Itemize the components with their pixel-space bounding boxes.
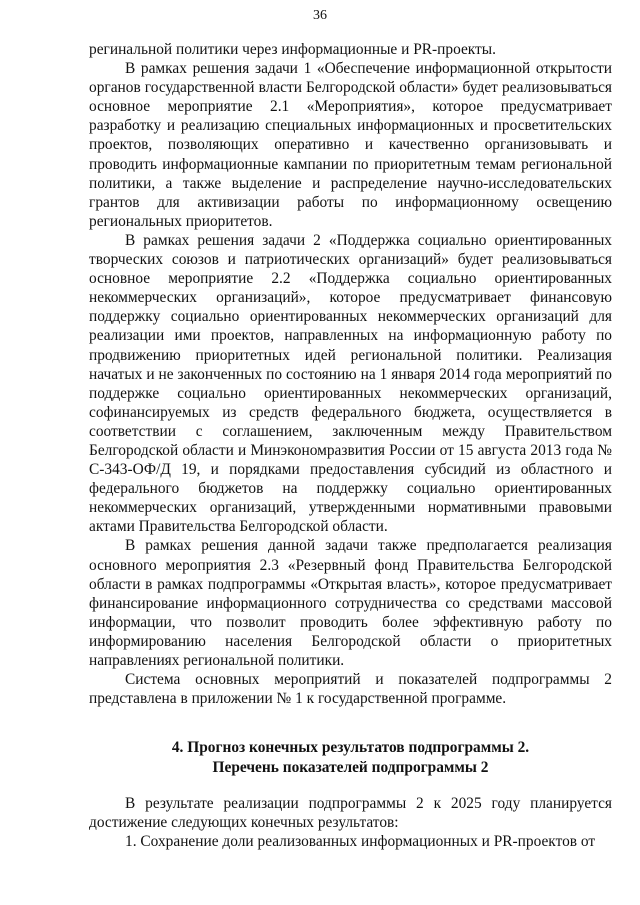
page-number: 36 [313,8,327,23]
paragraph-continuation: регинальной политики через информационные и PR-проекты. [89,41,496,58]
paragraph-system: Система основных мероприятий и показателей подпрограммы 2 представлена в приложении № 1 к государственной программе. [89,671,612,708]
section-heading-line-2: Перечень показателей подпрограммы 2 [212,758,489,776]
paragraph-reserve-fund: В рамках решения данной задачи также предполагается реализация основного мероприятия 2.3 «Резервный фонд Правительства Белгородской области в рамках подпрограммы «Открытая власть», которое предусматривает финансирование информационного сотрудничества со средствами массовой информации, что позволит проводить более эффективную работу по информированию населения Белгородской области о приоритетных направлениях региональной политики. [89,537,612,669]
body-text [89,40,612,708]
results-text [89,794,612,851]
paragraph-result-1: 1. Сохранение доли реализованных информационных и PR-проектов от [125,833,596,851]
paragraph-results-intro: В результате реализации подпрограммы 2 к 2025 году планируется достижение следующих конечных результатов: [89,795,612,832]
section-heading-line-1: 4. Прогноз конечных результатов подпрограммы 2. [171,739,530,756]
section-heading [89,738,612,777]
paragraph-task-1: В рамках решения задачи 1 «Обеспечение информационной открытости органов государственной власти Белгородской области» будет реализовываться основное мероприятие 2.1 «Мероприятия», которое предусматривает разработку и реализацию специальных информационных и просветительских проектов, позволяющих оперативно и качественно организовывать и проводить информационные кампании по приоритетным темам региональной политики, а также выделение и распределение научно-исследовательских грантов для активизации работы по информационному освещению региональных приоритетов. [89,60,612,230]
paragraph-task-2: В рамках решения задачи 2 «Поддержка социально ориентированных творческих союзов и патриотических организаций» будет реализовываться основное мероприятие 2.2 «Поддержка социально ориентированных некоммерческих организаций», которое предусматривает финансовую поддержку социально ориентированных некоммерческих организаций для реализации ими проектов, направленных на информационную работу по продвижению приоритетных идей региональной политики. Реализация начатых и не законченных по состоянию на 1 января 2014 года мероприятий по поддержке социально ориентированных некоммерческих организаций, софинансируемых из средств федерального бюджета, осуществляется в соответствии с соглашением, заключенным между Правительством Белгородской области и Минэкономразвития России от 15 августа 2013 года № С-343-ОФ/Д 19, и порядками предоставления субсидий из областного и федерального бюджетов на поддержку социально ориентированных некоммерческих организаций, утвержденными нормативными правовыми актами Правительства Белгородской области. [89,231,612,536]
